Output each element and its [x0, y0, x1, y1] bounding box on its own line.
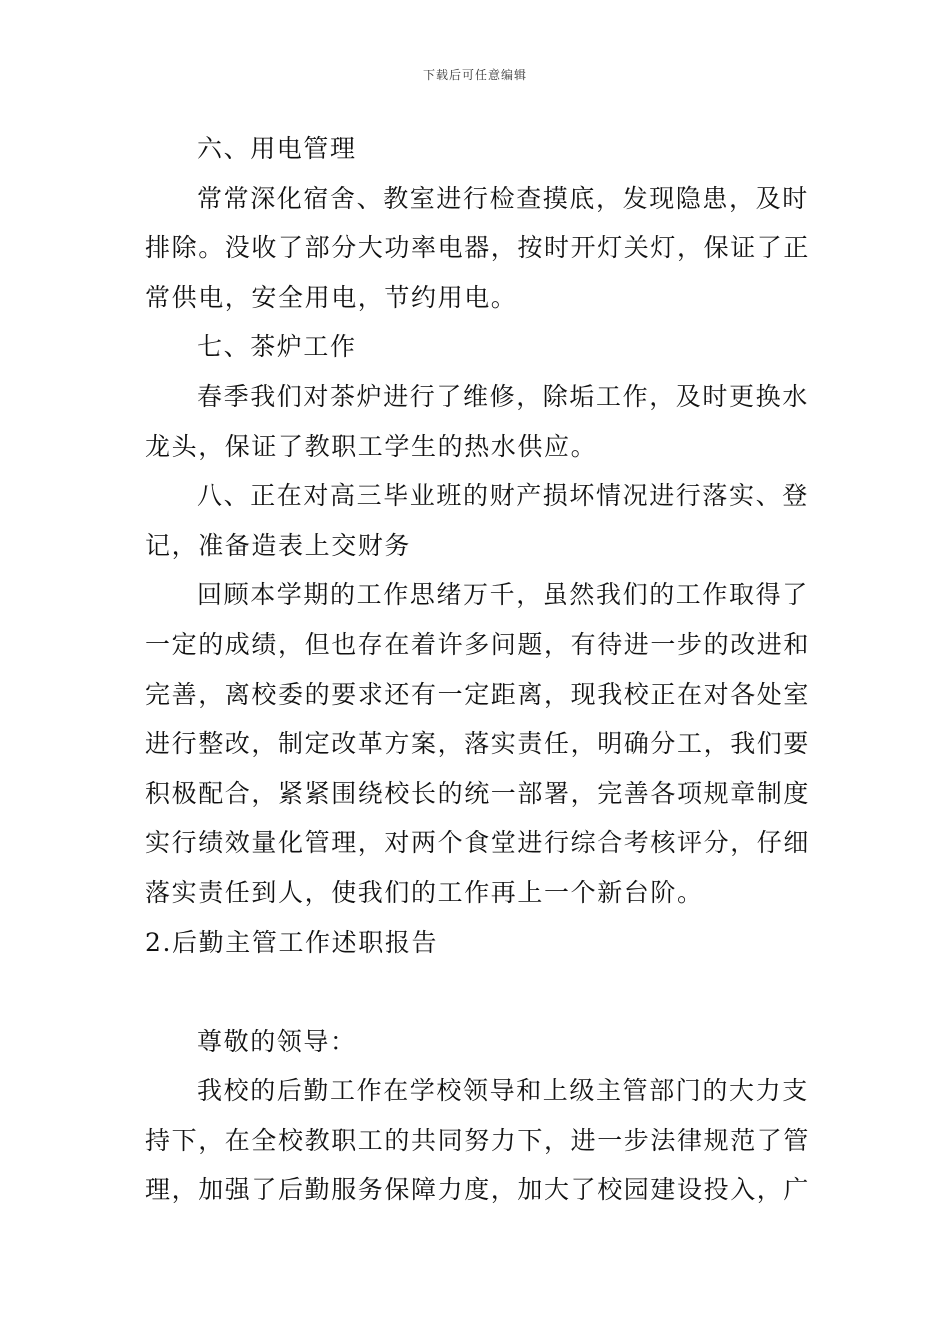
paragraph-line: 回顾本学期的工作思绪万千，虽然我们的工作取得了: [197, 580, 809, 610]
paragraph-line: 持下，在全校教职工的共同努力下，进一步法律规范了管: [145, 1125, 811, 1155]
paragraph-line: 理，加强了后勤服务保障力度，加大了校园建设投入，广: [145, 1175, 811, 1205]
paragraph-line: 进行整改，制定改革方案，落实责任，明确分工，我们要: [145, 729, 811, 759]
paragraph-line: 完善，离校委的要求还有一定距离，现我校正在对各处室: [145, 679, 811, 709]
paragraph-line: 记，准备造表上交财务: [145, 530, 412, 560]
paragraph-line: 我校的后勤工作在学校领导和上级主管部门的大力支: [197, 1076, 809, 1106]
paragraph-line: 龙头，保证了教职工学生的热水供应。: [145, 431, 598, 461]
salutation: 尊敬的领导：: [197, 1026, 357, 1056]
paragraph-line: 春季我们对茶炉进行了维修，除垢工作，及时更换水: [197, 381, 809, 411]
paragraph-line: 常供电，安全用电，节约用电。: [145, 282, 518, 312]
section-heading-boiler: 七、茶炉工作: [197, 332, 357, 362]
paragraph-line: 积极配合，紧紧围绕校长的统一部署，完善各项规章制度: [145, 778, 811, 808]
paragraph-line: 落实责任到人，使我们的工作再上一个新台阶。: [145, 877, 704, 907]
blank-line: [145, 967, 810, 1017]
paragraph-line: 一定的成绩，但也存在着许多问题，有待进一步的改进和: [145, 629, 811, 659]
document-body: [145, 124, 810, 1215]
paragraph-line: 排除。没收了部分大功率电器，按时开灯关灯，保证了正: [145, 233, 811, 263]
section-heading-power: 六、用电管理: [197, 134, 357, 163]
page-header-note: 下载后可任意编辑: [422, 68, 527, 82]
paragraph-line: 实行绩效量化管理，对两个食堂进行综合考核评分，仔细: [145, 828, 811, 858]
section-heading-assets: 八、正在对高三毕业班的财产损坏情况进行落实、登: [197, 481, 809, 511]
report-title: 2.后勤主管工作述职报告: [145, 927, 439, 957]
paragraph-line: 常常深化宿舍、教室进行检查摸底，发现隐患，及时: [197, 183, 809, 213]
